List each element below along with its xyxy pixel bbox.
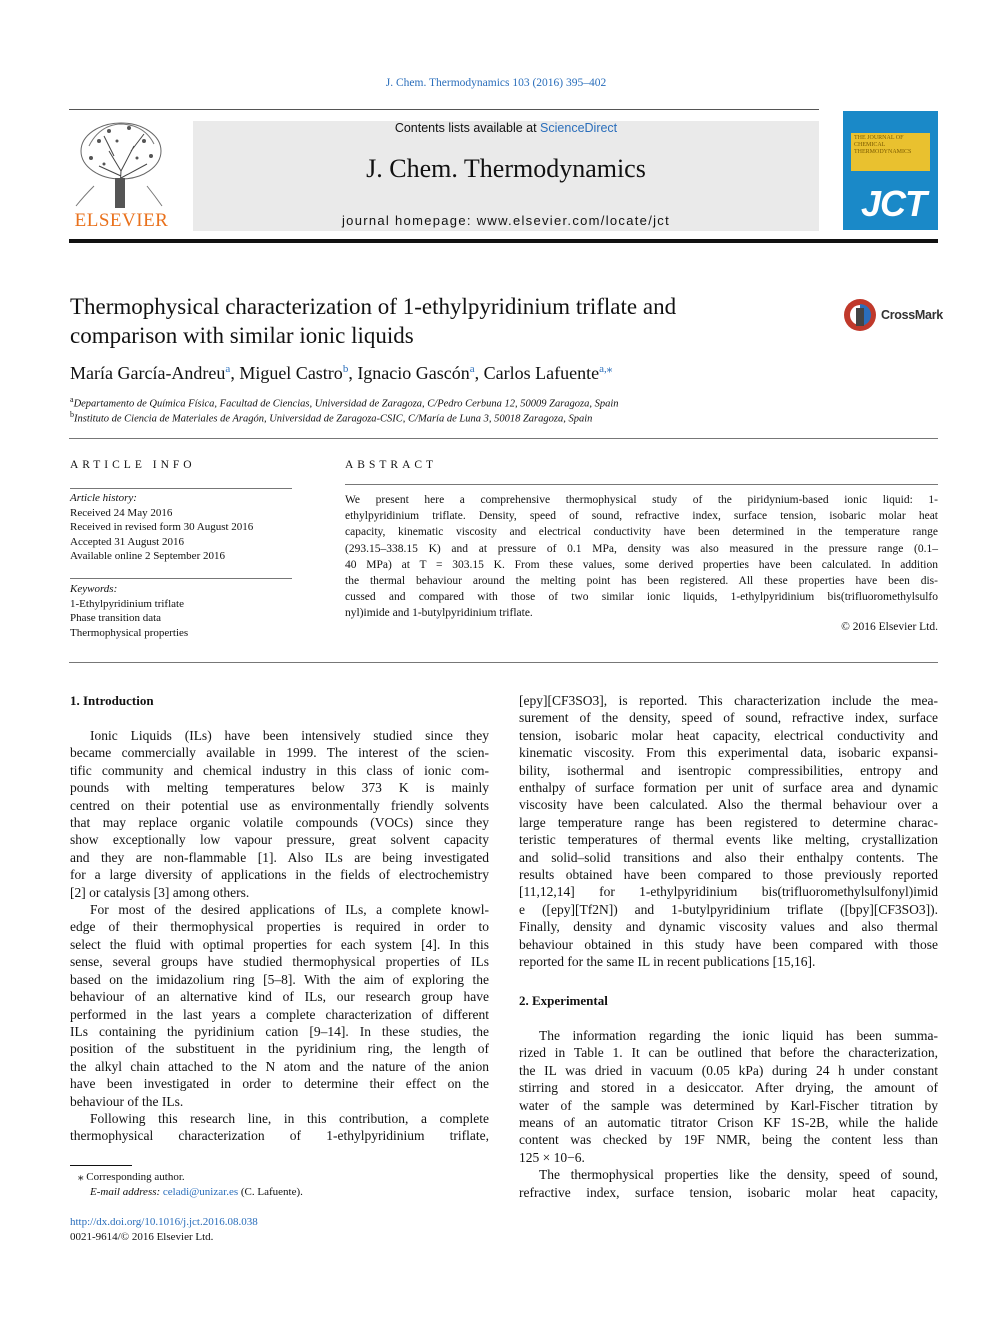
crossmark-label: CrossMark xyxy=(881,308,943,322)
body-line: [epy][CF3SO3], is reported. This characterization include the mea- xyxy=(519,693,938,708)
doi-link[interactable]: http://dx.doi.org/10.1016/j.jct.2016.08.038 xyxy=(70,1216,258,1228)
keyword: Phase transition data xyxy=(70,612,162,625)
history-item: Accepted 31 August 2016 xyxy=(70,535,184,548)
abstract-line: cussed and compared with those of two similar ionic liquids, 1-ethylpyridinium bis(trifluoromethylsulfo xyxy=(345,591,938,604)
body-line: behaviour of an alternative kind of ILs, our research group have xyxy=(70,989,489,1005)
issn-line: 0021-9614/© 2016 Elsevier Ltd. xyxy=(70,1231,214,1243)
abstract-line: 40 MPa) at T = 303.15 K. From these values, some derived properties have been calculated. In addition xyxy=(345,558,938,571)
email-note xyxy=(90,1186,303,1198)
abstract-line: the thermal behaviour around the melting point has been registered. All these properties have been dis- xyxy=(345,575,938,588)
affiliation-mark: a xyxy=(70,395,74,404)
body-line: based on the imidazolium ring [5–8]. With the aim of exploring the xyxy=(70,971,489,987)
article-info-rule xyxy=(70,488,292,489)
body-line: have been investigated in order to determine their effect on the xyxy=(70,1076,489,1092)
affiliation-text: Departamento de Química Física, Facultad de Ciencias, Universidad de Zaragoza, C/Pedro Cerbuna 12, 50009 Zaragoza, Spain xyxy=(73,398,619,410)
affiliation-mark: b xyxy=(70,410,74,419)
abstract-bottom-rule xyxy=(69,662,938,663)
body-line: The thermophysical properties like the density, speed of sound, xyxy=(539,1167,938,1183)
body-line: position of the substituent in the pyridinium ring, the length of xyxy=(70,1041,489,1057)
affiliation-a xyxy=(70,395,619,410)
body-line: stirring and stored in a desiccator. After drying, the amount of xyxy=(519,1080,938,1096)
sciencedirect-link[interactable]: ScienceDirect xyxy=(540,121,618,135)
author-list: María García-Andreu$^a$, Miguel Castro$^b$, Ignacio Gascón$^a$, Carlos Lafuente$^{a,⁎}$ xyxy=(70,363,613,383)
contents-prefix: Contents lists available at xyxy=(394,121,541,135)
author-name[interactable]: Carlos Lafuente xyxy=(483,363,600,383)
body-line: became commercially available in 1999. The interest of the scien- xyxy=(70,745,489,761)
body-line: select the fluid with optimal properties for each system [4]. In this xyxy=(70,936,489,952)
body-line: results obtained have been compared to those previously reported xyxy=(519,867,938,883)
body-line: behaviour of the ILs. xyxy=(70,1093,184,1109)
journal-homepage xyxy=(193,213,819,228)
email-suffix: (C. Lafuente). xyxy=(238,1186,303,1198)
article-history xyxy=(70,491,295,564)
body-line: tension, isobaric molar heat capacity, electrical conductivity and xyxy=(519,727,938,743)
title-line-2: comparison with similar ionic liquids xyxy=(70,323,414,348)
header-top-rule xyxy=(69,109,819,110)
body-line: the IL was dried in vacuum (0.05 kPa) during 24 h under constant xyxy=(519,1062,938,1078)
body-line: [11,12,14] for 1-ethylpyridinium bis(trifluoromethylsulfonyl)imid xyxy=(519,884,938,900)
body-line: sense, several groups have studied thermophysical properties of ILs xyxy=(70,954,489,970)
crossmark-icon xyxy=(843,298,877,332)
body-line: Finally, density and dynamic viscosity values and also thermal xyxy=(519,919,938,935)
body-line: show exceptionally low vapour pressure, great solvent capacity xyxy=(70,832,489,848)
body-line: the alkyl chain attached to the N atom and the nature of the anion xyxy=(70,1058,489,1074)
body-line: bility, isothermal and isentropic compressibilities, entropy and xyxy=(519,762,938,778)
abstract-line: capacity, kinematic viscosity and electrical conductivity have been determined in the temperature range xyxy=(345,526,938,539)
body-line: Ionic Liquids (ILs) have been intensively studied since they xyxy=(90,728,489,743)
author-affil-mark[interactable]: a,⁎ xyxy=(599,363,613,375)
body-line: teristic temperatures of thermal events like melting, crystallization xyxy=(519,832,938,848)
homepage-prefix: journal homepage: xyxy=(341,213,477,228)
footnote-rule xyxy=(70,1165,132,1166)
body-line: for a large diversity of applications in the fields of electrochemistry xyxy=(70,867,489,883)
history-item: Received 24 May 2016 xyxy=(70,506,173,519)
body-line: water of the sample was determined by Karl-Fischer titration by xyxy=(519,1097,938,1113)
author-name[interactable]: María García-Andreu xyxy=(70,363,226,383)
right-column xyxy=(519,692,938,971)
body-line: For most of the desired applications of ILs, a complete knowl- xyxy=(90,902,489,918)
article-title xyxy=(70,292,810,350)
affiliation-text: Instituto de Ciencia de Materiales de Aragón, Universidad de Zaragoza-CSIC, C/María de Luna 3, 50018 Zaragoza, Spain xyxy=(74,413,593,425)
author-affil-mark[interactable]: a xyxy=(469,363,475,375)
keyword: 1-Ethylpyridinium triflate xyxy=(70,597,184,610)
body-line: thermophysical characterization of 1-ethylpyridinium triflate, xyxy=(70,1128,489,1144)
body-line: surement of the density, speed of sound, refractive index, surface xyxy=(519,710,938,726)
body-line: behaviour obtained in this study have been compared with those xyxy=(519,936,938,952)
history-item: Available online 2 September 2016 xyxy=(70,550,225,563)
body-line: large temperature range has been registered to determine charac- xyxy=(519,814,938,830)
keywords-block xyxy=(70,582,295,640)
homepage-url[interactable]: www.elsevier.com/locate/jct xyxy=(476,213,671,228)
body-line: kinematic viscosity. From this experimental data, isobaric expansi- xyxy=(519,745,938,761)
journal-citation[interactable]: J. Chem. Thermodynamics 103 (2016) 395–402 xyxy=(385,77,607,89)
intro-column xyxy=(70,727,489,1145)
body-line: 125 × 10−6. xyxy=(519,1149,585,1165)
body-line: tific community and chemical industry in this class of ionic com- xyxy=(70,762,489,778)
body-line: that may replace organic volatile compounds (VOCs) since they xyxy=(70,815,489,831)
journal-cover[interactable] xyxy=(843,111,938,230)
history-label: Article history: xyxy=(70,492,137,504)
title-line-1: Thermophysical characterization of 1-ethylpyridinium triflate and xyxy=(70,294,677,319)
body-line: pounds with melting temperatures below 373 K is mainly xyxy=(70,780,489,796)
keywords-label: Keywords: xyxy=(70,583,118,595)
body-line: viscosity have been calculated. Also the thermal behaviour over a xyxy=(519,797,938,813)
body-line: performed in the last years a complete characterization of different xyxy=(70,1006,489,1022)
crossmark-badge[interactable] xyxy=(843,298,943,334)
body-line: reported for the same IL in recent publications [15,16]. xyxy=(519,954,816,970)
author-name[interactable]: Ignacio Gascón xyxy=(357,363,470,383)
keywords-rule xyxy=(70,578,292,579)
body-line: Following this research line, in this contribution, a complete xyxy=(90,1110,489,1126)
title-separator-rule xyxy=(69,438,938,439)
body-line: content was checked by 19F NMR, being the content less than xyxy=(519,1132,938,1148)
email-link[interactable]: celadi@unizar.es xyxy=(162,1186,239,1198)
abstract-copyright: © 2016 Elsevier Ltd. xyxy=(841,621,938,633)
body-line: and they are non-flammable [1]. Also ILs are being investigated xyxy=(70,849,489,865)
body-line: refractive index, surface tension, isobaric molar heat capacity, xyxy=(519,1184,938,1200)
body-line: enthalpy of surface formation per unit of surface area and dynamic xyxy=(519,780,938,796)
body-line: rized in Table 1. It can be outlined that before the characterization, xyxy=(519,1045,938,1061)
header-thick-rule xyxy=(69,239,938,243)
abstract-rule xyxy=(345,484,938,485)
experimental-column xyxy=(519,1027,938,1201)
cover-logo: JCT xyxy=(861,183,927,224)
body-line: and solid–solid transitions and also their enthalpy contents. The xyxy=(519,849,938,865)
abstract-line: (293.15–338.15 K) and at pressure of 0.1 MPa, density was also measured in the pressure range (0.1– xyxy=(345,542,938,555)
article-info-heading: ARTICLE INFO xyxy=(70,459,196,471)
affiliation-b xyxy=(70,410,592,425)
abstract-line: ethylpyridinium triflate. Density, speed of sound, refractive index, surface tension, isobaric molar heat xyxy=(345,510,938,523)
body-line: [2] or catalysis [3] among others. xyxy=(70,884,250,900)
body-line: means of an automatic titrator Crison KF 1S-2B, while the halide xyxy=(519,1115,938,1131)
keyword: Thermophysical properties xyxy=(70,626,189,639)
body-line: centred on their potential use as environmentally friendly solvents xyxy=(70,797,489,813)
elsevier-wordmark: ELSEVIER xyxy=(74,210,169,231)
cover-title: THE JOURNAL OF CHEMICAL THERMODYNAMICS xyxy=(854,135,912,155)
intro-heading: 1. Introduction xyxy=(70,693,154,708)
abstract-body xyxy=(345,492,938,622)
author-name[interactable]: Miguel Castro xyxy=(239,363,343,383)
abstract-line: We present here a comprehensive thermophysical study of the piridynium-based ionic liquid: 1- xyxy=(345,494,938,506)
experimental-heading: 2. Experimental xyxy=(519,993,608,1008)
author-affil-mark[interactable]: b xyxy=(342,363,349,375)
contents-line xyxy=(193,121,819,135)
body-line: edge of their thermophysical properties is required in order to xyxy=(70,919,489,935)
body-line: The information regarding the ionic liquid has been summa- xyxy=(539,1028,938,1043)
abstract-line: nyl)imide and 1-butylpyridinium triflate. xyxy=(345,607,533,620)
history-item: Received in revised form 30 August 2016 xyxy=(70,521,254,534)
journal-name: J. Chem. Thermodynamics xyxy=(366,154,646,183)
author-affil-mark[interactable]: a xyxy=(225,363,231,375)
abstract-heading: ABSTRACT xyxy=(345,459,438,471)
body-line: e ([epy][Tf2N]) and 1-butylpyridinium triflate ([bpy][CF3SO3]). xyxy=(519,901,938,917)
corresponding-author-note: ⁎ Corresponding author. xyxy=(78,1171,185,1183)
email-label: E-mail address: xyxy=(90,1186,163,1198)
body-line: ILs containing the pyridinium cation [9–14]. In these studies, the xyxy=(70,1023,489,1039)
